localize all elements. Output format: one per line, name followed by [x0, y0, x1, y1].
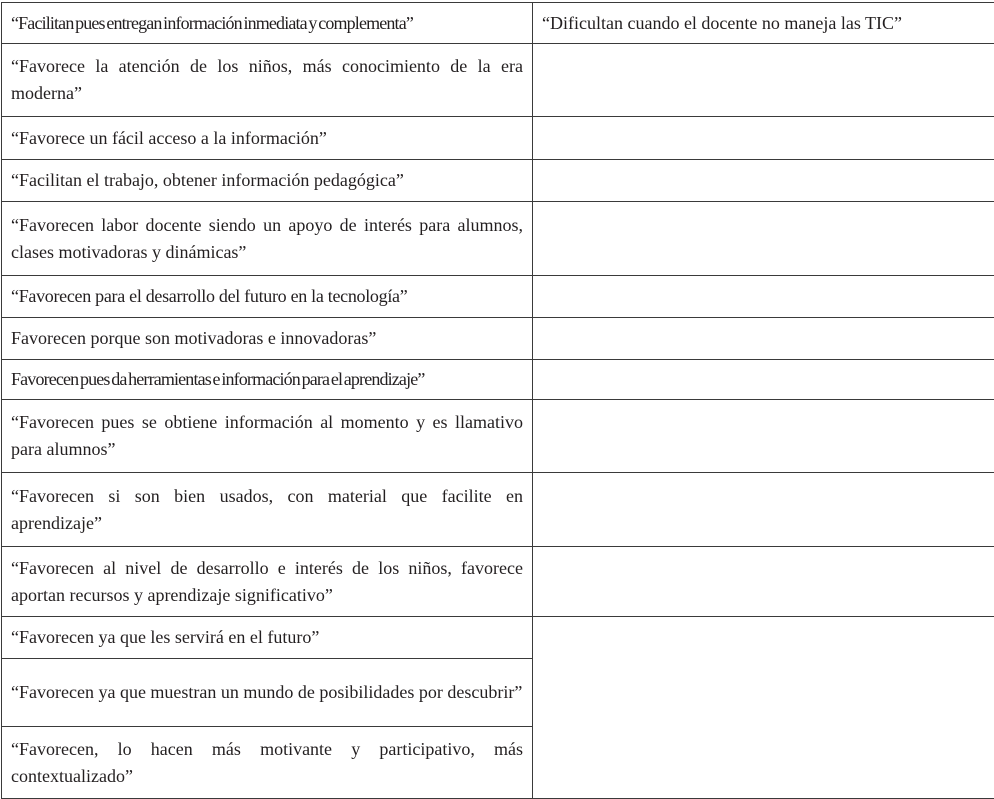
table-cell-left: Favorecen pues da herramientas e información para el aprendizaje”: [2, 360, 533, 400]
table-row: [2, 400, 994, 473]
table-row: [2, 473, 994, 547]
table-row: [2, 3, 994, 44]
table-row: [2, 202, 994, 276]
tic-opinions-table: [1, 2, 994, 799]
table-cell-right: [533, 547, 994, 617]
table-row: [2, 547, 994, 617]
table-cell-right: [533, 276, 994, 318]
table-cell-right: [533, 473, 994, 547]
table-row: [2, 44, 994, 117]
table-cell-left: “Favorecen ya que les servirá en el futuro”: [2, 617, 533, 659]
table-cell-left: “Facilitan pues entregan información inmediata y complementa”: [2, 3, 533, 44]
table-row: [2, 617, 994, 659]
table-cell-left: “Favorecen al nivel de desarrollo e interés de los niños, favorece aportan recursos y aprendizaje significativo”: [2, 547, 533, 617]
table-row: [2, 160, 994, 202]
table-cell-left: “Favorecen para el desarrollo del futuro en la tecnología”: [2, 276, 533, 318]
table-cell-left: “Favorecen ya que muestran un mundo de posibilidades por descubrir”: [2, 659, 533, 727]
table-cell-right: [533, 318, 994, 360]
table-cell-left: Favorecen porque son motivadoras e innovadoras”: [2, 318, 533, 360]
table-row: [2, 318, 994, 360]
table-cell-right: [533, 400, 994, 473]
table-cell-left: “Favorece la atención de los niños, más conocimiento de la era moderna”: [2, 44, 533, 117]
table-cell-right: [533, 360, 994, 400]
table-cell-right: [533, 117, 994, 160]
table-row: [2, 117, 994, 160]
table-row: [2, 276, 994, 318]
table-cell-left: “Favorecen, lo hacen más motivante y participativo, más contextualizado”: [2, 727, 533, 799]
table-cell-right: “Dificultan cuando el docente no maneja las TIC”: [533, 3, 994, 44]
table-cell-left: “Favorece un fácil acceso a la información”: [2, 117, 533, 160]
table-cell-left: “Favorecen pues se obtiene información al momento y es llamativo para alumnos”: [2, 400, 533, 473]
table-cell-right: [533, 44, 994, 117]
table-row: [2, 360, 994, 400]
table-cell-right: [533, 160, 994, 202]
table-cell-right: [533, 202, 994, 276]
table-cell-left: “Facilitan el trabajo, obtener información pedagógica”: [2, 160, 533, 202]
table-cell-right-merged: [533, 617, 994, 799]
table-cell-left: “Favorecen si son bien usados, con material que facilite en aprendizaje”: [2, 473, 533, 547]
table-cell-left: “Favorecen labor docente siendo un apoyo de interés para alumnos, clases motivadoras y dinámicas”: [2, 202, 533, 276]
